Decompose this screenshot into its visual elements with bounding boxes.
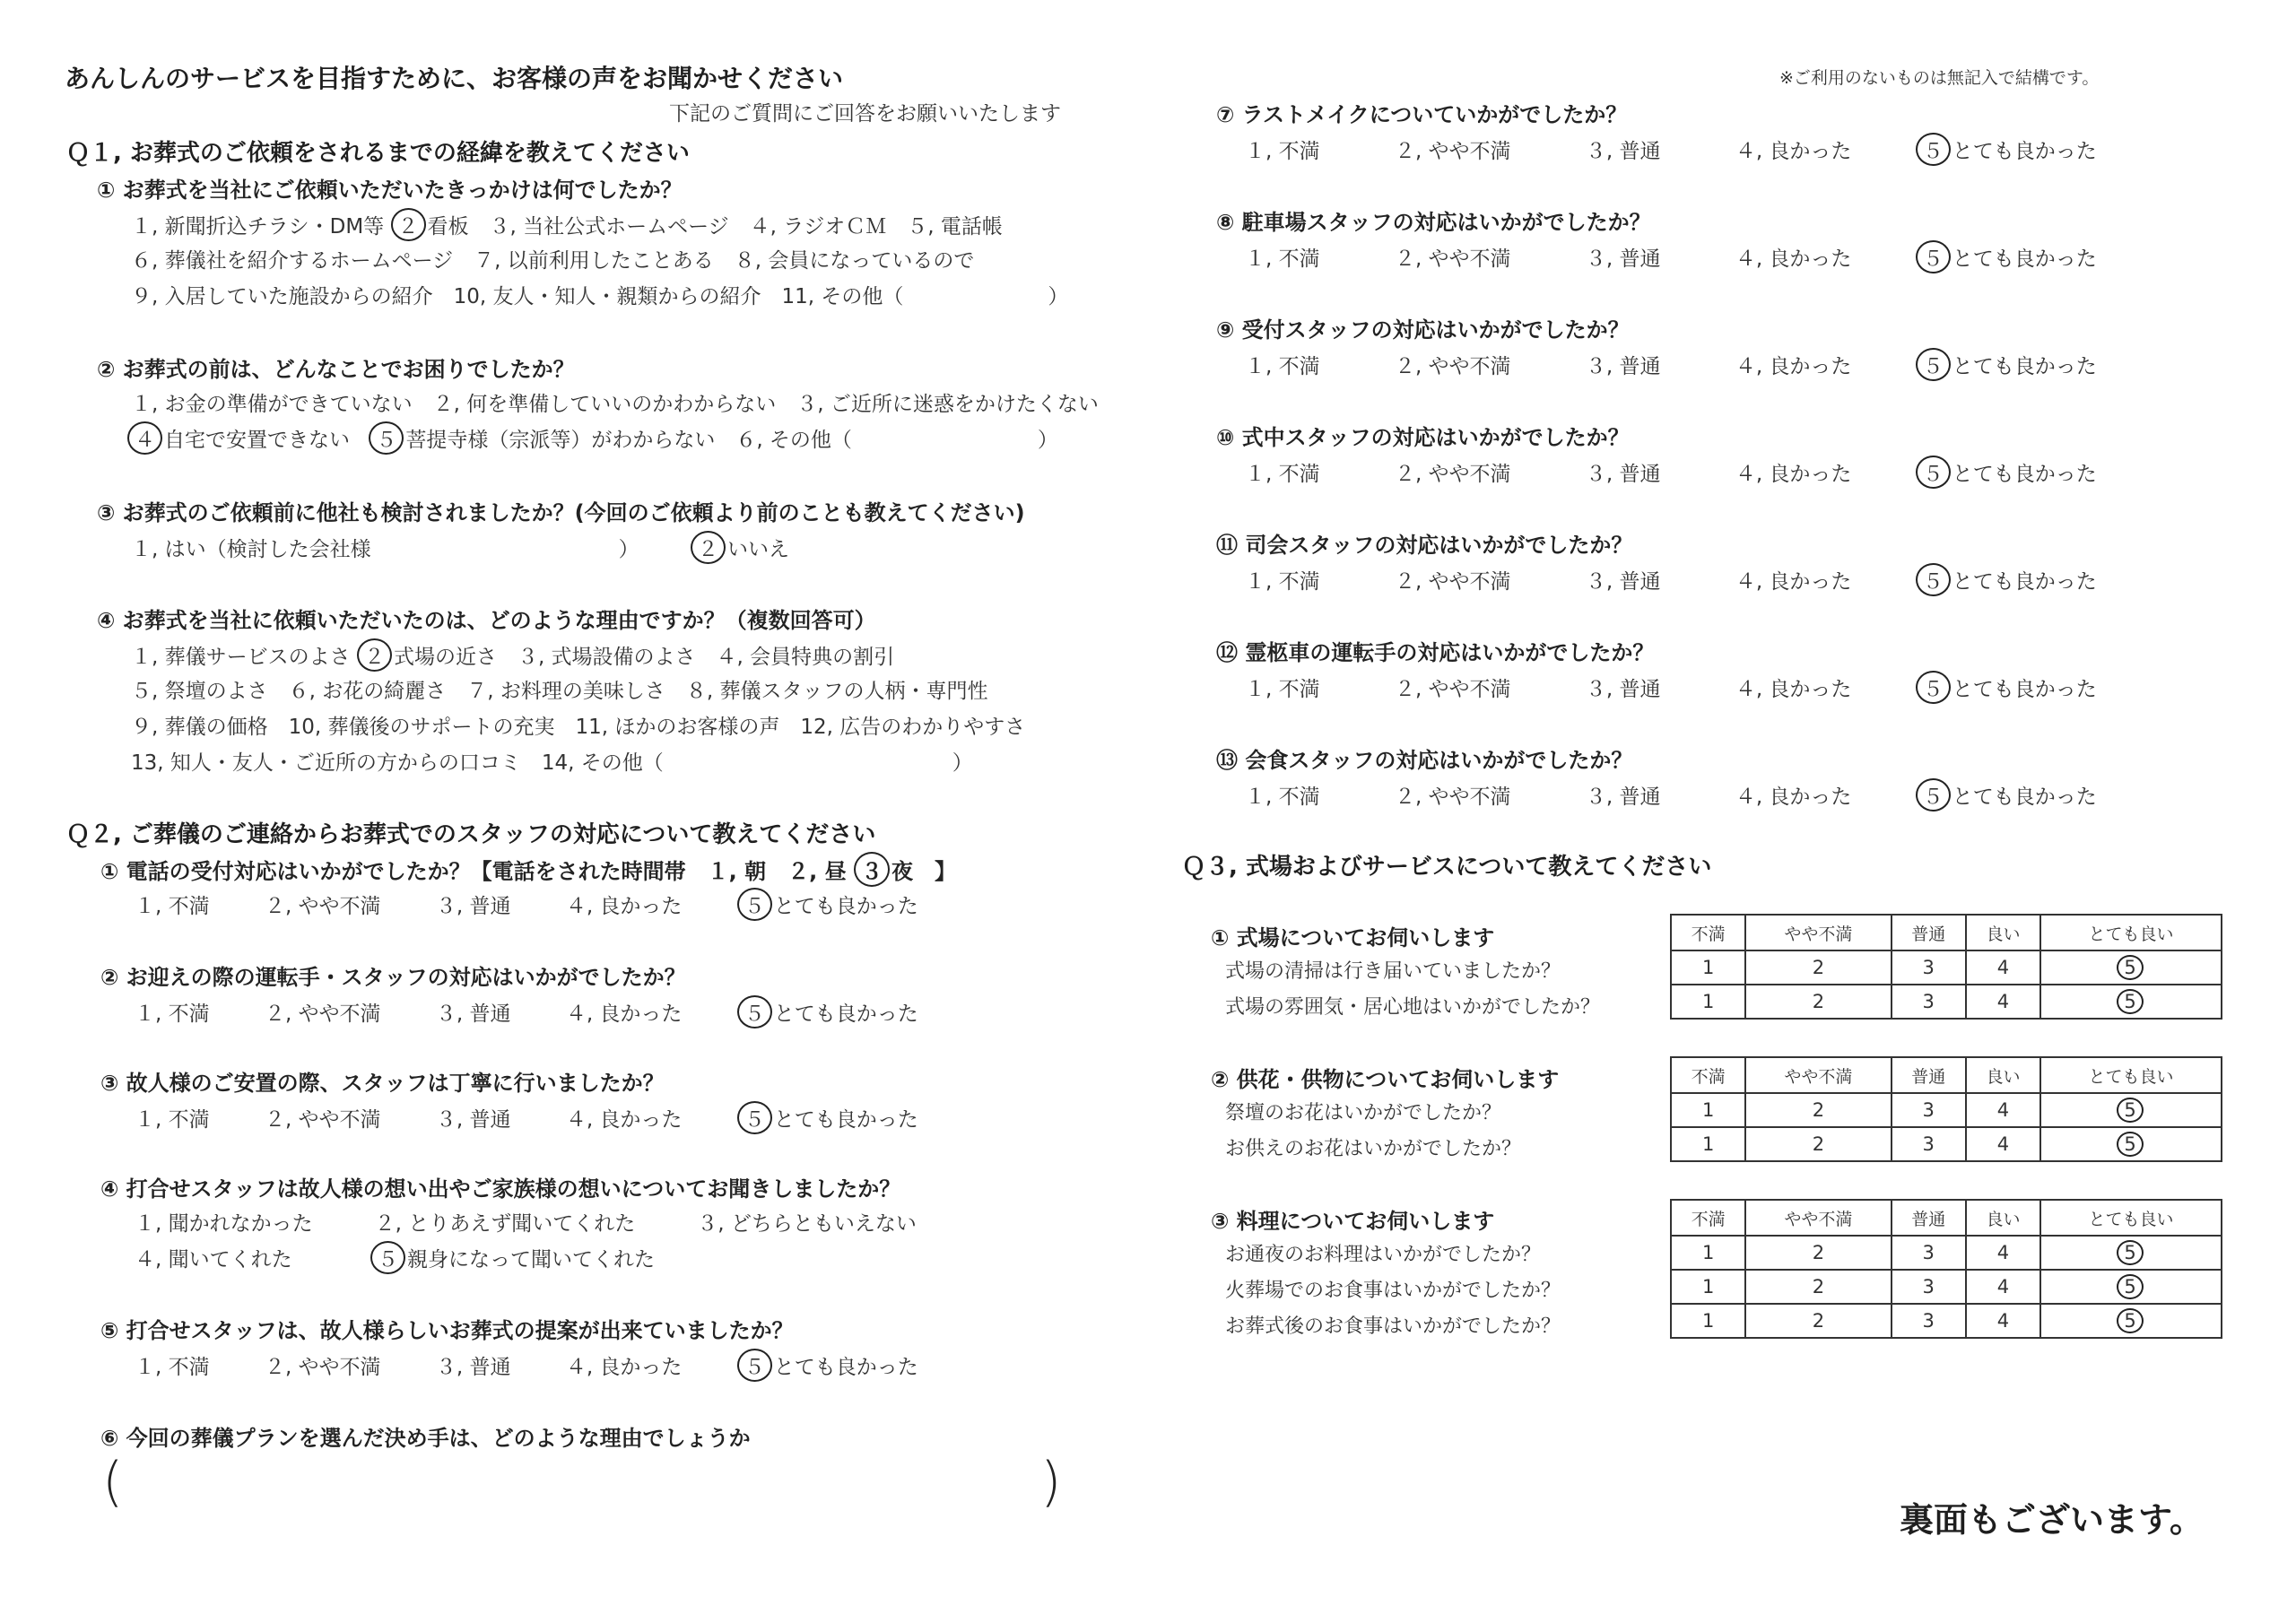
q3-1-question-2: 式場の雰囲気・居心地はいかがでしたか？: [1225, 996, 1601, 1019]
scale-option-5: とても良かった: [1952, 785, 2097, 809]
q2-7-title: ⑦ ラストメイクについていかがでしたか？: [1216, 102, 1628, 127]
grid-cell: 3: [1892, 950, 1966, 985]
grid-row: [1671, 1127, 2222, 1161]
scale-selected-circle: ５: [737, 1349, 772, 1382]
scale-option-5: とても良かった: [773, 1356, 918, 1379]
scale-option-4: ４, 良かった: [1735, 463, 1852, 486]
grid-cell: 2: [1745, 1093, 1891, 1127]
q3-3-question-3: お葬式後のお食事はいかがでしたか？: [1225, 1315, 1561, 1338]
grid-cell: 4: [1966, 950, 2040, 985]
q1-4-line1-post: 式場の近さ ３, 式場設備のよさ ４, 会員特典の割引: [393, 646, 895, 669]
q2-1-title-pre: ① 電話の受付対応はいかがでしたか？【電話をされた時間帯 １, 朝 ２, 昼: [100, 859, 847, 884]
q1-3-line-post: いいえ: [726, 538, 789, 561]
scale-option-2: ２, やや不満: [1394, 463, 1511, 486]
q1-3-selected-circle: ２: [691, 531, 726, 564]
q1-1-line1: [131, 208, 1003, 241]
scale-option-3: ３, 普通: [1585, 678, 1661, 701]
scale-option-2: ２, やや不満: [1394, 785, 1511, 809]
grid-header-1: 不満: [1671, 915, 1745, 950]
grid-row: [1671, 1304, 2222, 1338]
q1-1-line1-pre: １, 新聞折込チラシ・DM等: [131, 215, 385, 239]
q2-5-title: ⑤ 打合せスタッフは、故人様らしいお葬式の提案が出来ていましたか？: [100, 1318, 794, 1343]
scale-selected-circle: ５: [737, 1101, 772, 1134]
q1-1-line3: ９, 入居していた施設からの紹介 10, 友人・知人・親類からの紹介 11, その他（ ）: [131, 285, 1069, 308]
answer-paren-close: ): [1040, 1451, 1062, 1514]
q2-8-scale: [1245, 240, 2097, 273]
scale-selected-circle: ５: [1916, 456, 1951, 489]
scale-option-2: ２, やや不満: [1394, 678, 1511, 701]
q2-8-title: ⑧ 駐車場スタッフの対応はいかがでしたか？: [1216, 210, 1651, 235]
q2-13-title: ⑬ 会食スタッフの対応はいかがでしたか？: [1216, 748, 1633, 773]
grid-cell: 1: [1671, 1236, 1745, 1270]
scale-option-5: とても良かった: [1952, 247, 2097, 271]
q3-3-question-1: お通夜のお料理はいかがでしたか？: [1225, 1244, 1542, 1266]
q2-3-title: ③ 故人様のご安置の際、スタッフは丁寧に行いましたか？: [100, 1071, 665, 1096]
grid-cell-selected: [2040, 1236, 2222, 1270]
q2-4-line2-pre: ４, 聞いてくれた: [135, 1248, 292, 1271]
scale-option-3: ３, 普通: [1585, 570, 1661, 594]
q1-4-title: ④ お葬式を当社に依頼いただいたのは、どのような理由ですか？（複数回答可）: [97, 608, 876, 633]
grid-cell: 4: [1966, 1127, 2040, 1161]
q2-9-scale: [1245, 348, 2097, 381]
answer-paren-open: (: [102, 1451, 124, 1514]
scale-option-1: １, 不満: [1245, 570, 1320, 594]
q2-2-scale: [135, 995, 918, 1028]
q1-4-selected-circle: ２: [357, 638, 392, 672]
scale-option-4: ４, 良かった: [1735, 570, 1852, 594]
scale-option-3: ３, 普通: [1585, 140, 1661, 163]
grid-cell: 1: [1671, 1270, 1745, 1304]
q3-2-title: ② 供花・供物についてお伺いします: [1211, 1067, 1560, 1092]
q1-4-line3: ９, 葬儀の価格 10, 葬儀後のサポートの充実 11, ほかのお客様の声 12, 広告のわかりやすさ: [131, 716, 1026, 739]
q2-12-scale: [1245, 671, 2097, 704]
scale-option-5: とても良かった: [1952, 463, 2097, 486]
grid-cell: 2: [1745, 1127, 1891, 1161]
grid-selected-circle: 5: [2117, 1274, 2143, 1299]
grid-row: [1671, 950, 2222, 985]
scale-selected-circle: ５: [1916, 240, 1951, 273]
q2-4-line2-post: 親身になって聞いてくれた: [406, 1248, 655, 1271]
grid-cell: 1: [1671, 1093, 1745, 1127]
scale-option-5: とても良かった: [1952, 570, 2097, 594]
note-text: ※ご利用のないものは無記入で結構です。: [1779, 68, 2100, 88]
q3-2-rating-grid: [1670, 1056, 2222, 1162]
grid-row: [1671, 985, 2222, 1019]
scale-selected-circle: ５: [1916, 133, 1951, 166]
scale-option-3: ３, 普通: [435, 1356, 511, 1379]
grid-selected-circle: 5: [2117, 1308, 2143, 1333]
scale-option-1: １, 不満: [135, 1002, 210, 1026]
q3-heading: Ｑ３, 式場およびサービスについて教えてください: [1182, 854, 1712, 881]
grid-header-1: 不満: [1671, 1200, 1745, 1236]
scale-option-1: １, 不満: [1245, 140, 1320, 163]
page-title: あんしんのサービスを目指すために、お客様の声をお聞かせください: [65, 64, 844, 93]
grid-cell: 2: [1745, 950, 1891, 985]
grid-row: [1671, 1270, 2222, 1304]
scale-option-5: とても良かった: [1952, 355, 2097, 378]
grid-cell: 3: [1892, 1127, 1966, 1161]
q3-1-title: ① 式場についてお伺いします: [1211, 925, 1495, 950]
scale-selected-circle: ５: [1916, 348, 1951, 381]
q2-13-scale: [1245, 778, 2097, 812]
q1-4-line1-pre: １, 葬儀サービスのよさ: [131, 646, 351, 669]
q2-2-title: ② お迎えの際の運転手・スタッフの対応はいかがでしたか？: [100, 965, 686, 990]
scale-option-5: とても良かった: [773, 895, 918, 918]
grid-header-3: 普通: [1892, 1057, 1966, 1093]
q1-3-title: ③ お葬式のご依頼前に他社も検討されましたか？(今回のご依頼より前のことも教えてください): [97, 500, 1025, 525]
grid-cell: 2: [1745, 1270, 1891, 1304]
q3-1-rating-grid: [1670, 914, 2222, 1020]
q2-1-title-post: 夜 】: [891, 859, 956, 884]
grid-cell-selected: [2040, 1127, 2222, 1161]
q1-4-line2: ５, 祭壇のよさ ６, お花の綺麗さ ７, お料理の美味しさ ８, 葬儀スタッフの人柄・専門性: [131, 680, 988, 703]
scale-option-2: ２, やや不満: [1394, 140, 1511, 163]
scale-option-2: ２, やや不満: [264, 1108, 381, 1132]
scale-selected-circle: ５: [1916, 671, 1951, 704]
grid-cell: 1: [1671, 950, 1745, 985]
grid-selected-circle: 5: [2117, 989, 2143, 1014]
grid-cell: 3: [1892, 1093, 1966, 1127]
scale-selected-circle: ５: [1916, 563, 1951, 596]
scale-option-1: １, 不満: [135, 1356, 210, 1379]
scale-option-3: ３, 普通: [1585, 247, 1661, 271]
scale-option-3: ３, 普通: [435, 1108, 511, 1132]
grid-cell: 3: [1892, 1270, 1966, 1304]
scale-option-2: ２, やや不満: [264, 895, 381, 918]
grid-header-5: とても良い: [2040, 915, 2222, 950]
q2-4-line2: [135, 1241, 655, 1274]
grid-cell-selected: [2040, 1304, 2222, 1338]
scale-option-1: １, 不満: [1245, 785, 1320, 809]
q2-3-scale: [135, 1101, 918, 1134]
grid-cell: 4: [1966, 1236, 2040, 1270]
page-subtitle: 下記のご質問にご回答をお願いいたします: [669, 102, 1061, 126]
scale-option-4: ４, 良かった: [1735, 140, 1852, 163]
scale-selected-circle: ５: [737, 888, 772, 921]
scale-option-3: ３, 普通: [435, 895, 511, 918]
scale-option-4: ４, 良かった: [565, 1356, 683, 1379]
q3-2-question-2: お供えのお花はいかがでしたか？: [1225, 1138, 1522, 1160]
grid-cell: 1: [1671, 1127, 1745, 1161]
q1-4-line4: 13, 知人・友人・ご近所の方からの口コミ 14, その他（ ）: [131, 751, 973, 775]
q1-2-line2-a: 自宅で安置できない: [164, 429, 350, 452]
scale-option-5: とても良かった: [1952, 678, 2097, 701]
grid-header-2: やや不満: [1745, 1200, 1891, 1236]
scale-option-2: ２, やや不満: [264, 1002, 381, 1026]
q1-3-line-pre: １, はい（検討した会社様 ）: [131, 538, 639, 561]
grid-selected-circle: 5: [2117, 1240, 2143, 1265]
grid-selected-circle: 5: [2117, 1098, 2143, 1123]
q2-1-title: [100, 852, 956, 887]
scale-option-2: ２, やや不満: [1394, 355, 1511, 378]
q3-3-rating-grid: [1670, 1199, 2222, 1339]
scale-option-5: とても良かった: [773, 1002, 918, 1026]
scale-option-3: ３, 普通: [1585, 355, 1661, 378]
q2-1-scale: [135, 888, 918, 921]
q2-7-scale: [1245, 133, 2097, 166]
q3-3-question-2: 火葬場でのお食事はいかがでしたか？: [1225, 1280, 1561, 1302]
q2-4-line1: １, 聞かれなかった ２, とりあえず聞いてくれた ３, どちらともいえない: [135, 1212, 917, 1236]
q2-11-title: ⑪ 司会スタッフの対応はいかがでしたか？: [1216, 533, 1633, 558]
grid-selected-circle: 5: [2117, 955, 2143, 980]
grid-cell: 4: [1966, 1093, 2040, 1127]
scale-option-4: ４, 良かった: [1735, 247, 1852, 271]
grid-cell: 2: [1745, 1304, 1891, 1338]
grid-cell: 2: [1745, 1236, 1891, 1270]
grid-row: [1671, 1093, 2222, 1127]
scale-option-5: とても良かった: [1952, 140, 2097, 163]
q2-1-time-circle: ３: [854, 852, 890, 887]
scale-option-4: ４, 良かった: [565, 895, 683, 918]
scale-option-1: １, 不満: [1245, 463, 1320, 486]
scale-option-3: ３, 普通: [1585, 785, 1661, 809]
scale-option-1: １, 不満: [1245, 678, 1320, 701]
q1-2-line2-b: 菩提寺様（宗派等）がわからない ６, その他（ ）: [405, 429, 1058, 452]
q1-2-title: ② お葬式の前は、どんなことでお困りでしたか？: [97, 357, 575, 382]
q1-2-circle-4: ４: [127, 421, 162, 455]
grid-header-4: 良い: [1966, 1057, 2040, 1093]
q2-heading: Ｑ２, ご葬儀のご連絡からお葬式でのスタッフの対応について教えてください: [66, 821, 876, 848]
grid-header-4: 良い: [1966, 915, 2040, 950]
q2-11-scale: [1245, 563, 2097, 596]
scale-option-4: ４, 良かった: [565, 1108, 683, 1132]
grid-cell-selected: [2040, 985, 2222, 1019]
q1-2-circle-5: ５: [369, 421, 404, 455]
grid-cell: 4: [1966, 1270, 2040, 1304]
grid-cell: 3: [1892, 1236, 1966, 1270]
q1-heading: Ｑ１, お葬式のご依頼をされるまでの経緯を教えてください: [66, 140, 690, 167]
q2-10-title: ⑩ 式中スタッフの対応はいかがでしたか？: [1216, 425, 1630, 450]
q3-1-question-1: 式場の清掃は行き届いていましたか？: [1225, 960, 1561, 983]
q2-9-title: ⑨ 受付スタッフの対応はいかがでしたか？: [1216, 317, 1630, 343]
q2-5-scale: [135, 1349, 918, 1382]
q1-2-line2: [127, 421, 1058, 455]
scale-option-4: ４, 良かった: [565, 1002, 683, 1026]
q3-2-question-1: 祭壇のお花はいかがでしたか？: [1225, 1102, 1502, 1124]
scale-selected-circle: ５: [1916, 778, 1951, 812]
grid-cell-selected: [2040, 950, 2222, 985]
grid-header-2: やや不満: [1745, 1057, 1891, 1093]
scale-option-4: ４, 良かった: [1735, 785, 1852, 809]
scale-option-1: １, 不満: [1245, 355, 1320, 378]
grid-header-2: やや不満: [1745, 915, 1891, 950]
q2-12-title: ⑫ 霊柩車の運転手の対応はいかがでしたか？: [1216, 640, 1655, 665]
q2-10-scale: [1245, 456, 2097, 489]
grid-header-5: とても良い: [2040, 1057, 2222, 1093]
grid-selected-circle: 5: [2117, 1132, 2143, 1157]
grid-header-3: 普通: [1892, 1200, 1966, 1236]
grid-header-1: 不満: [1671, 1057, 1745, 1093]
q1-1-title: ① お葬式を当社にご依頼いただいたきっかけは何でしたか？: [97, 178, 683, 203]
grid-header-3: 普通: [1892, 915, 1966, 950]
q1-1-selected-circle: ２: [391, 208, 426, 241]
grid-header-5: とても良い: [2040, 1200, 2222, 1236]
q1-3-line: [131, 531, 789, 564]
q2-6-title: ⑥ 今回の葬儀プランを選んだ決め手は、どのような理由でしょうか: [100, 1426, 751, 1451]
scale-option-2: ２, やや不満: [1394, 570, 1511, 594]
grid-cell-selected: [2040, 1270, 2222, 1304]
scale-option-2: ２, やや不満: [264, 1356, 381, 1379]
scale-option-3: ３, 普通: [435, 1002, 511, 1026]
grid-cell: 3: [1892, 985, 1966, 1019]
grid-cell: 4: [1966, 985, 2040, 1019]
q1-4-line1: [131, 638, 894, 672]
scale-selected-circle: ５: [737, 995, 772, 1028]
grid-cell: 2: [1745, 985, 1891, 1019]
grid-cell: 4: [1966, 1304, 2040, 1338]
scale-option-4: ４, 良かった: [1735, 355, 1852, 378]
scale-option-3: ３, 普通: [1585, 463, 1661, 486]
grid-header-4: 良い: [1966, 1200, 2040, 1236]
back-page-note: 裏面もございます。: [1900, 1500, 2204, 1540]
scale-option-5: とても良かった: [773, 1108, 918, 1132]
grid-cell: 1: [1671, 985, 1745, 1019]
q3-3-title: ③ 料理についてお伺いします: [1211, 1209, 1495, 1234]
grid-cell: 3: [1892, 1304, 1966, 1338]
grid-cell-selected: [2040, 1093, 2222, 1127]
scale-option-2: ２, やや不満: [1394, 247, 1511, 271]
scale-option-1: １, 不満: [135, 895, 210, 918]
q2-4-title: ④ 打合せスタッフは故人様の想い出やご家族様の想いについてお聞きしましたか？: [100, 1176, 901, 1202]
scale-option-1: １, 不満: [1245, 247, 1320, 271]
grid-cell: 1: [1671, 1304, 1745, 1338]
scale-option-1: １, 不満: [135, 1108, 210, 1132]
scale-option-4: ４, 良かった: [1735, 678, 1852, 701]
q1-1-line2: ６, 葬儀社を紹介するホームページ ７, 以前利用したことある ８, 会員になっているので: [131, 249, 975, 273]
q1-2-line1: １, お金の準備ができていない ２, 何を準備していいのかわからない ３, ご近所に迷惑をかけたくない: [131, 393, 1099, 416]
q2-4-selected-circle: ５: [370, 1241, 405, 1274]
q1-1-line1-post: 看板 ３, 当社公式ホームページ ４, ラジオＣＭ ５, 電話帳: [427, 215, 1003, 239]
grid-row: [1671, 1236, 2222, 1270]
